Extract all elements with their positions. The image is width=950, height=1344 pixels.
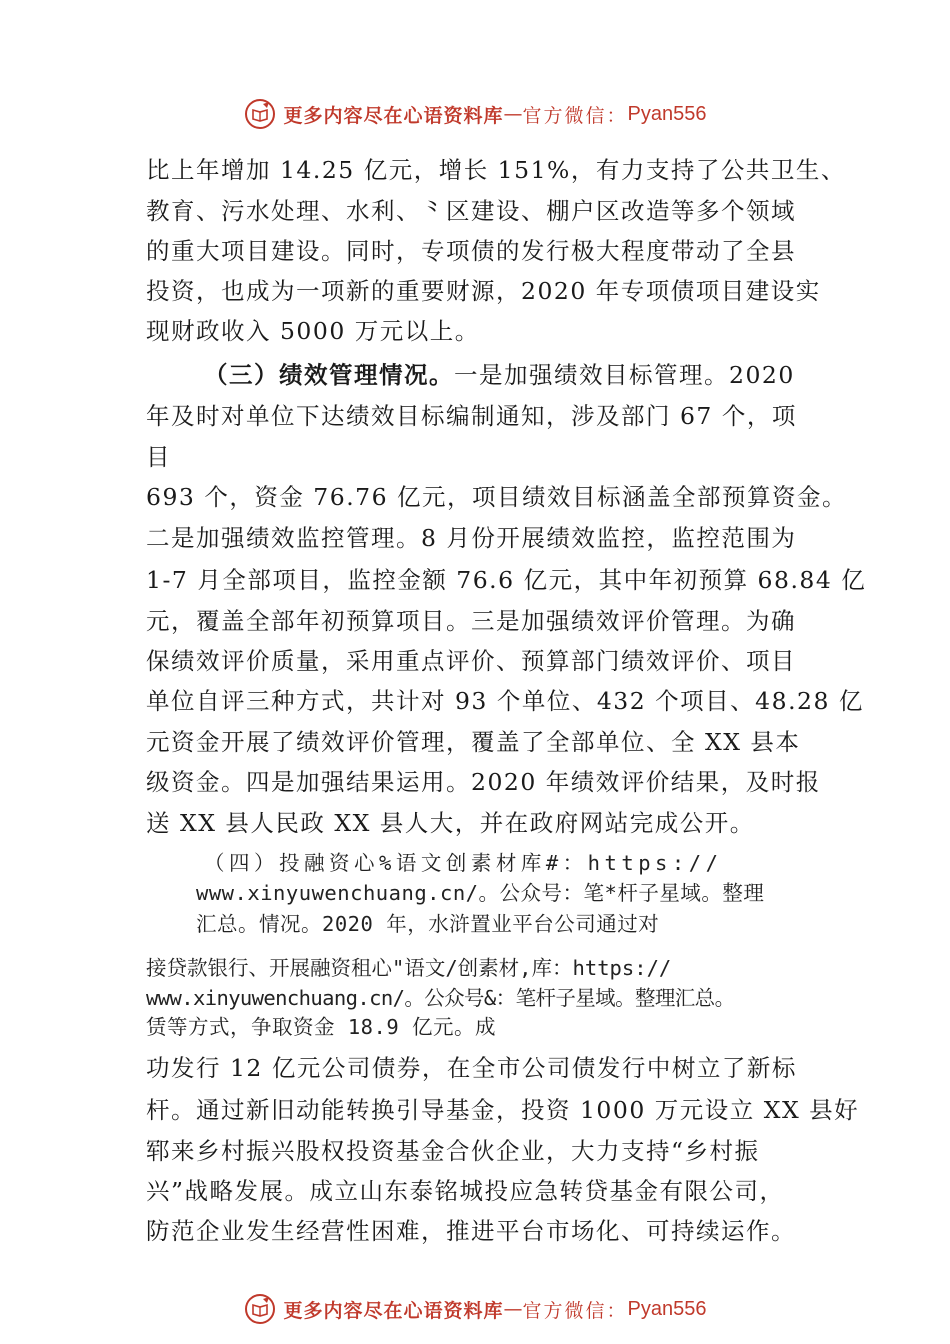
body-line: 送 XX 县人民政 XX 县人大，并在政府网站完成公开。 [146,809,755,837]
body-line: 兴”战略发展。成立山东泰铭城投应急转贷基金有限公司， [146,1177,785,1205]
body-line: 比上年增加 14.25 亿元，增长 151%，有力支持了公共卫生、 [146,156,846,184]
body-line: 防范企业发生经营性困难，推进平台市场化、可持续运作。 [146,1217,796,1245]
watermark-wechat-id: Pyan556 [627,102,707,125]
body-line: 单位自评三种方式，共计对 93 个单位、432 个项目、48.28 亿 [146,687,864,715]
body-line: 现财政收入 5000 万元以上。 [146,317,480,345]
body-line: 级资金。四是加强结果运用。2020 年绩效评价结果，及时报 [146,768,821,796]
body-line: 二是加强绩效监控管理。8 月份开展绩效监控，监控范围为 [146,524,797,552]
section3-heading: （三）绩效管理情况。 [204,361,454,389]
body-line: 目 [146,443,171,471]
injected-line: 汇总。情况。2020 年，水浒置业平台公司通过对 [196,912,660,936]
body-line: 的重大项目建设。同时，专项债的发行极大程度带动了全县 [146,237,796,265]
injected-line: 接贷款银行、开展融资租心"语文/创素材,库：https:// [146,956,672,980]
watermark-brand: 更多内容尽在心语资料库 [283,1299,504,1322]
body-line: 年及时对单位下达绩效目标编制通知，涉及部门 67 个，项 [146,402,797,430]
header-watermark [0,97,950,131]
section3-lead: 一是加强绩效目标管理。2020 [454,361,795,389]
watermark-separator: — [503,103,523,125]
body-line: 功发行 12 亿元公司债券，在全市公司债发行中树立了新标 [146,1054,797,1082]
body-line: 元资金开展了绩效评价管理，覆盖了全部单位、全 XX 县本 [146,728,801,756]
body-line: 郓来乡村振兴股权投资基金合伙企业，大力支持“乡村振 [146,1137,760,1165]
section3-first-line [204,360,795,390]
body-line: 保绩效评价质量，采用重点评价、预算部门绩效评价、项目 [146,647,796,675]
watermark-brand: 更多内容尽在心语资料库 [283,104,504,127]
body-line: 693 个，资金 76.76 亿元，项目绩效目标涵盖全部预算资金。 [146,483,848,511]
body-line: 投资，也成为一项新的重要财源，2020 年专项债项目建设实 [146,277,821,305]
body-line: 杆。通过新旧动能转换引导基金，投资 1000 万元设立 XX 县好 [146,1096,860,1124]
watermark-wechat-id: Pyan556 [627,1297,707,1320]
body-line: 元，覆盖全部年初预算项目。三是加强绩效评价管理。为确 [146,607,796,635]
book-pen-logo-icon [244,98,276,130]
body-line: 教育、污水处理、水利、⺀区建设、棚户区改造等多个领域 [146,197,796,225]
watermark-label: 官方微信： [522,104,628,127]
injected-line: 赁等方式，争取资金 18.9 亿元。成 [146,1015,497,1039]
body-line: 1-7 月全部项目，监控金额 76.6 亿元，其中年初预算 68.84 亿 [146,566,867,594]
watermark-separator: — [503,1298,523,1320]
footer-watermark [0,1292,950,1326]
watermark-label: 官方微信： [522,1299,628,1322]
injected-line: www.xinyuwenchuang.cn/。公众号&：笔杆子星域。整理汇总。 [146,986,735,1010]
injected-line: （四）投融资心%语文创素材库#：https:// [204,851,723,875]
injected-line: www.xinyuwenchuang.cn/。公众号：笔*杆子星域。整理 [196,881,765,905]
book-pen-logo-icon [244,1293,276,1325]
